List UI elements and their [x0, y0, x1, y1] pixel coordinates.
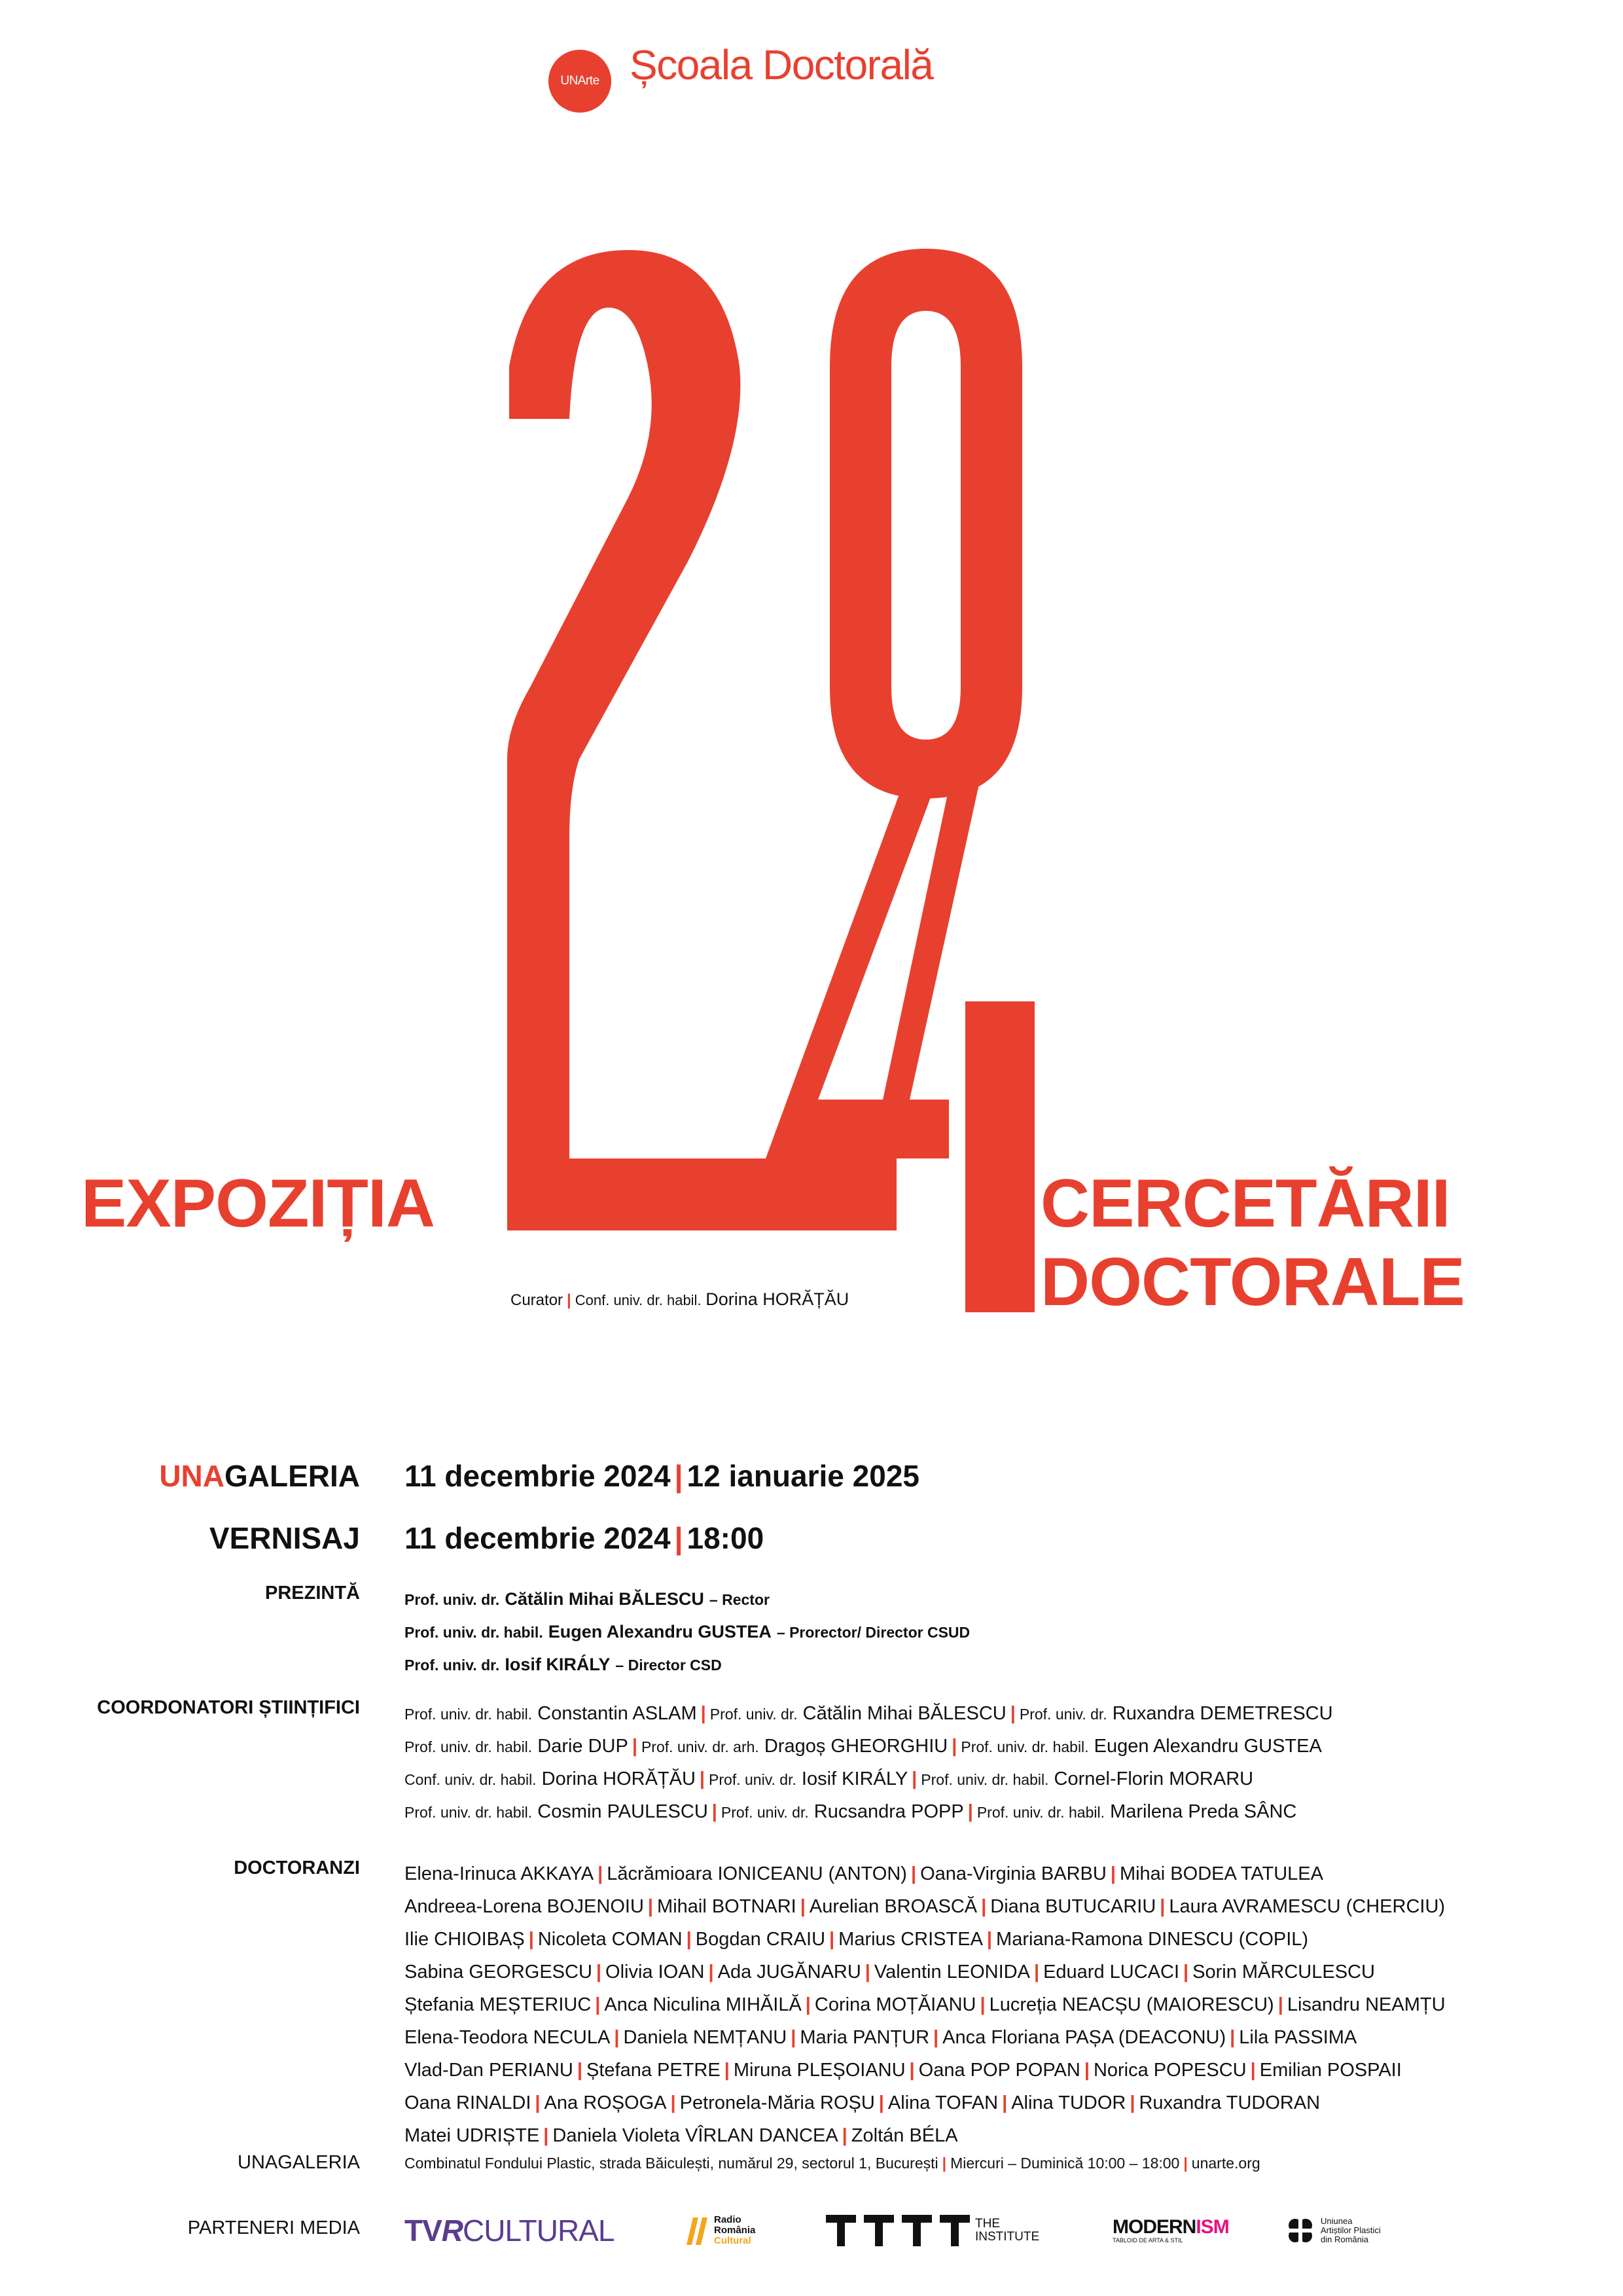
separator-bar: |: [1130, 2092, 1135, 2113]
separator-bar: |: [800, 1896, 806, 1917]
separator-bar: |: [967, 1801, 973, 1822]
doctoral-student-name: Diana BUTUCARIU: [990, 1896, 1156, 1917]
doctoral-student-name: Aurelian BROASCĂ: [809, 1896, 978, 1917]
separator-bar: |: [878, 2092, 884, 2113]
coordinator-name: Dorina HORĂȚĂU: [541, 1768, 696, 1789]
radio-line-2: România: [714, 2225, 756, 2236]
coordinator-rank: Prof. univ. dr.: [721, 1804, 809, 1821]
doctoral-student-name: Sorin MĂRCULESCU: [1192, 1962, 1375, 1982]
coordinator-rank: Prof. univ. dr. habil.: [404, 1804, 533, 1821]
uap-logo-icon: [1284, 2214, 1317, 2247]
person-name: Iosif KIRÁLY: [505, 1655, 611, 1674]
coordinator-rank: Prof. univ. dr.: [709, 1706, 798, 1723]
vernisaj-datetime: 11 decembrie 2024 | 18:00: [404, 1521, 764, 1555]
separator-bar: |: [724, 2060, 730, 2081]
radio-logo-icon: [684, 2214, 710, 2248]
doctoral-student-name: Norica POPESCU: [1093, 2060, 1247, 2081]
doctoral-student-name: Emilian POSPAII: [1259, 2060, 1402, 2081]
doctoral-student-name: Maria PANȚUR: [800, 2027, 930, 2048]
modernism-logo: [1113, 2211, 1229, 2250]
uap-line-3: din România: [1321, 2234, 1368, 2244]
separator-bar: |: [1033, 1962, 1040, 1982]
person-role: – Rector: [709, 1591, 770, 1608]
doctoral-student-name: Sabina GEORGESCU: [404, 1962, 592, 1982]
tvr-cultural: CULTURAL: [463, 2214, 615, 2248]
doctoral-student-name: Ada JUGĂNARU: [717, 1962, 861, 1982]
doctoral-student-name: Vlad-Dan PERIANU: [404, 2060, 573, 2081]
venue-label: [159, 1458, 360, 1494]
coordinator-rank: Prof. univ. dr. habil.: [976, 1804, 1105, 1821]
separator-bar: |: [829, 1929, 835, 1950]
doctoral-student-name: Lucreția NEACȘU (MAIORESCU): [989, 1994, 1274, 2015]
institute-line-1: THE: [975, 2217, 1000, 2231]
page-header-title: Școala Doctorală: [630, 41, 933, 88]
venue-date-end: 12 ianuarie 2025: [687, 1459, 919, 1493]
uap-line-1: Uniunea: [1321, 2216, 1353, 2226]
person-role: – Prorector/ Director CSUD: [776, 1624, 971, 1641]
separator-bar: |: [865, 1962, 870, 1982]
tvr-cultural-logo: [404, 2211, 614, 2250]
radio-line-1: Radio: [714, 2214, 741, 2225]
doctoral-student-name: Andreea-Lorena BOJENOIU: [404, 1896, 644, 1917]
doctoranzi-line: [404, 2054, 1402, 2087]
coordinator-name: Rucsandra POPP: [813, 1801, 964, 1822]
coordinator-rank: Prof. univ. dr.: [709, 1771, 796, 1788]
coordinator-name: Ruxandra DEMETRESCU: [1112, 1703, 1333, 1724]
separator-bar: |: [1002, 2092, 1008, 2113]
coordinator-rank: Prof. univ. dr. habil.: [961, 1738, 1089, 1755]
address-website: unarte.org: [1191, 2155, 1260, 2172]
tvr-tv: TV: [404, 2214, 442, 2248]
radio-romania-cultural-logo: [684, 2211, 755, 2250]
person-name: Cătălin Mihai BĂLESCU: [505, 1589, 704, 1609]
the-institute-logo: [826, 2211, 1039, 2250]
person-rank: Prof. univ. dr.: [404, 1657, 500, 1674]
separator-bar: |: [535, 2092, 541, 2113]
partners-label: PARTENERI MEDIA: [187, 2217, 360, 2238]
exhibition-title-left: EXPOZIȚIA: [81, 1166, 435, 1242]
doctoral-student-name: Matei UDRIȘTE: [404, 2125, 540, 2146]
doctoral-student-name: Mihai BODEA TATULEA: [1119, 1863, 1323, 1884]
venue-label-rest: GALERIA: [224, 1459, 360, 1493]
separator-bar: |: [842, 2125, 847, 2146]
separator-bar: |: [597, 1863, 603, 1884]
doctoral-student-name: Lăcrămioara IONICEANU (ANTON): [607, 1863, 907, 1884]
separator-bar: |: [805, 1994, 811, 2015]
separator-bar: |: [980, 1994, 986, 2015]
institute-line-2: INSTITUTE: [975, 2230, 1040, 2244]
numeral-4-stem: [965, 1001, 1035, 1312]
separator-bar: |: [614, 2027, 620, 2048]
doctoral-student-name: Lisandru NEAMȚU: [1287, 1994, 1446, 2015]
doctoranzi-line: [404, 1923, 1308, 1956]
doctoral-student-name: Nicoleta COMAN: [537, 1929, 683, 1950]
separator-bar: |: [711, 1801, 717, 1822]
doctoranzi-line: [404, 1890, 1445, 1923]
doctoral-student-name: Bogdan CRAIU: [695, 1929, 826, 1950]
vernisaj-time: 18:00: [687, 1521, 764, 1555]
separator-bar: |: [1110, 1863, 1116, 1884]
coordinator-name: Darie DUP: [537, 1736, 628, 1757]
modernism-a: MODERN: [1113, 2216, 1196, 2238]
curator-rank: Conf. univ. dr. habil.: [575, 1292, 702, 1308]
doctoral-student-name: Ana ROȘOGA: [544, 2092, 667, 2113]
address-label: UNAGALERIA: [238, 2152, 360, 2173]
coordonatori-line: [404, 1763, 1253, 1795]
prezinta-item: [404, 1648, 722, 1681]
coordinator-rank: Prof. univ. dr. habil.: [404, 1738, 533, 1755]
coordinator-name: Cornel-Florin MORARU: [1054, 1768, 1254, 1789]
doctoral-student-name: Ruxandra TUDORAN: [1139, 2092, 1321, 2113]
separator-bar: |: [912, 1768, 918, 1789]
logo-text: UNArte: [560, 74, 599, 88]
prezinta-item: [404, 1583, 770, 1615]
separator-bar: |: [791, 2027, 796, 2048]
curator-name: Dorina HORĂȚĂU: [705, 1289, 849, 1309]
venue-label-prefix: UNA: [159, 1459, 224, 1493]
doctoral-student-name: Eduard LUCACI: [1043, 1962, 1180, 1982]
separator-bar: |: [1084, 2060, 1090, 2081]
doctoral-student-name: Alina TUDOR: [1011, 2092, 1126, 2113]
separator-bar: |: [647, 1896, 654, 1917]
separator-bar: |: [632, 1736, 637, 1757]
coordonatori-line: [404, 1795, 1296, 1828]
doctoral-student-name: Alina TOFAN: [887, 2092, 999, 2113]
doctoranzi-line: [404, 1988, 1446, 2021]
doctoranzi-label: DOCTORANZI: [234, 1857, 360, 1878]
doctoral-student-name: Miruna PLEȘOIANU: [733, 2060, 906, 2081]
separator-bar: |: [933, 2027, 939, 2048]
doctoral-student-name: Anca Floriana PAȘA (DEACONU): [942, 2027, 1226, 2048]
doctoral-student-name: Marius CRISTEA: [838, 1929, 983, 1950]
doctoranzi-line: [404, 2119, 958, 2152]
doctoral-student-name: Corina MOȚĂIANU: [814, 1994, 976, 2015]
separator-bar: |: [1230, 2027, 1236, 2048]
modernism-sub: TABLOID DE ARTA & STIL: [1113, 2237, 1183, 2244]
separator-bar: |: [708, 1962, 714, 1982]
separator-bar: |: [910, 1863, 917, 1884]
coordinator-name: Cosmin PAULESCU: [537, 1801, 708, 1822]
coordinator-rank: Prof. univ. dr. arh.: [641, 1738, 759, 1755]
coordinator-name: Iosif KIRÁLY: [801, 1768, 908, 1789]
radio-line-3: Cultural: [714, 2235, 751, 2246]
doctoral-student-name: Lila PASSIMA: [1239, 2027, 1357, 2048]
doctoral-student-name: Ilie CHIOIBAȘ: [404, 1929, 525, 1950]
doctoral-student-name: Ștefana PETRE: [586, 2060, 721, 2081]
person-role: – Director CSD: [615, 1657, 722, 1674]
doctoral-student-name: Daniela NEMȚANU: [623, 2027, 787, 2048]
person-rank: Prof. univ. dr.: [404, 1591, 500, 1608]
separator-bar: |: [528, 1929, 534, 1950]
coordonatori-line: [404, 1697, 1333, 1730]
curator-label: Curator: [510, 1291, 563, 1309]
doctoranzi-line: [404, 2087, 1320, 2119]
doctoral-student-name: Anca Niculina MIHĂILĂ: [604, 1994, 802, 2015]
separator-bar: |: [596, 1962, 602, 1982]
coordinator-name: Eugen Alexandru GUSTEA: [1094, 1736, 1322, 1757]
venue-dates: 11 decembrie 2024 | 12 ianuarie 2025: [404, 1459, 919, 1493]
coordinator-rank: Prof. univ. dr. habil.: [404, 1706, 533, 1723]
coordinator-rank: Conf. univ. dr. habil.: [404, 1771, 537, 1788]
prezinta-label: PREZINTĂ: [265, 1583, 360, 1604]
coordonatori-label: COORDONATORI ȘTIINȚIFICI: [97, 1697, 360, 1718]
separator-bar: |: [981, 1896, 987, 1917]
separator-bar: |: [952, 1736, 957, 1757]
doctoranzi-line: [404, 1956, 1375, 1988]
separator-bar: |: [700, 1703, 706, 1724]
doctoral-student-name: Oana-Virginia BARBU: [920, 1863, 1107, 1884]
separator-bar: |: [1010, 1703, 1016, 1724]
separator-bar: |: [686, 1929, 692, 1950]
separator-bar: |: [986, 1929, 993, 1950]
coordinator-name: Dragoș GHEORGHIU: [764, 1736, 948, 1757]
separator-bar: |: [1160, 1896, 1166, 1917]
doctoral-student-name: Ștefania MEȘTERIUC: [404, 1994, 592, 2015]
uap-logo: [1284, 2211, 1381, 2250]
curator-credit: Curator | Conf. univ. dr. habil. Dorina HORĂȚĂU: [510, 1289, 849, 1309]
coordinator-rank: Prof. univ. dr.: [1019, 1706, 1107, 1723]
coordinator-name: Cătălin Mihai BĂLESCU: [802, 1703, 1007, 1724]
modernism-b: ISM: [1196, 2216, 1229, 2238]
separator-bar: |: [1277, 1994, 1283, 2015]
doctoranzi-line: [404, 1857, 1323, 1890]
venue-date-start: 11 decembrie 2024: [404, 1459, 671, 1493]
separator-bar: |: [577, 2060, 582, 2081]
institute-logo-mark: [826, 2214, 970, 2248]
prezinta-item: [404, 1615, 970, 1648]
coordonatori-line: [404, 1730, 1322, 1763]
address-street: Combinatul Fondului Plastic, strada Băiculești, numărul 29, sectorul 1, București: [404, 2155, 938, 2172]
coordinator-rank: Prof. univ. dr. habil.: [921, 1771, 1049, 1788]
doctoral-student-name: Oana POP POPAN: [918, 2060, 1080, 2081]
doctoral-student-name: Mariana-Ramona DINESCU (COPIL): [996, 1929, 1309, 1950]
doctoral-student-name: Elena-Teodora NECULA: [404, 2027, 611, 2048]
separator-bar: |: [1183, 1962, 1189, 1982]
separator-bar: |: [699, 1768, 705, 1789]
separator-bar: |: [595, 1994, 601, 2015]
vernisaj-date: 11 decembrie 2024: [404, 1521, 671, 1555]
doctoral-student-name: Laura AVRAMESCU (CHERCIU): [1169, 1896, 1446, 1917]
doctoral-student-name: Petronela-Măria ROȘU: [679, 2092, 875, 2113]
numeral-0: [830, 249, 1022, 798]
vernisaj-label: VERNISAJ: [209, 1521, 360, 1555]
address-line: Combinatul Fondului Plastic, strada Băiculești, numărul 29, sectorul 1, București | Miercuri – Duminică 10:00 – 18:00 | unarte.org: [404, 2155, 1260, 2172]
exhibition-title-right-2: DOCTORALE: [1041, 1244, 1465, 1320]
separator-bar: |: [543, 2125, 549, 2146]
doctoral-student-name: Valentin LEONIDA: [874, 1962, 1030, 1982]
exhibition-title-right-1: CERCETĂRII: [1041, 1166, 1450, 1242]
person-name: Eugen Alexandru GUSTEA: [548, 1622, 772, 1641]
doctoral-student-name: Mihail BOTNARI: [657, 1896, 796, 1917]
separator-bar: |: [909, 2060, 915, 2081]
coordinator-name: Constantin ASLAM: [537, 1703, 697, 1724]
separator-bar: |: [670, 2092, 676, 2113]
coordinator-name: Marilena Preda SÂNC: [1110, 1801, 1297, 1822]
doctoral-student-name: Oana RINALDI: [404, 2092, 531, 2113]
separator-bar: |: [1250, 2060, 1256, 2081]
uap-line-2: Artiștilor Plastici: [1321, 2225, 1381, 2235]
address-hours: Miercuri – Duminică 10:00 – 18:00: [950, 2155, 1180, 2172]
doctoral-student-name: Daniela Violeta VÎRLAN DANCEA: [552, 2125, 838, 2146]
tvr-r: R: [441, 2214, 463, 2248]
person-rank: Prof. univ. dr. habil.: [404, 1624, 543, 1641]
doctoral-student-name: Olivia IOAN: [605, 1962, 705, 1982]
doctoral-student-name: Elena-Irinuca AKKAYA: [404, 1863, 594, 1884]
doctoranzi-line: [404, 2021, 1357, 2054]
doctoral-student-name: Zoltán BÉLA: [851, 2125, 958, 2146]
